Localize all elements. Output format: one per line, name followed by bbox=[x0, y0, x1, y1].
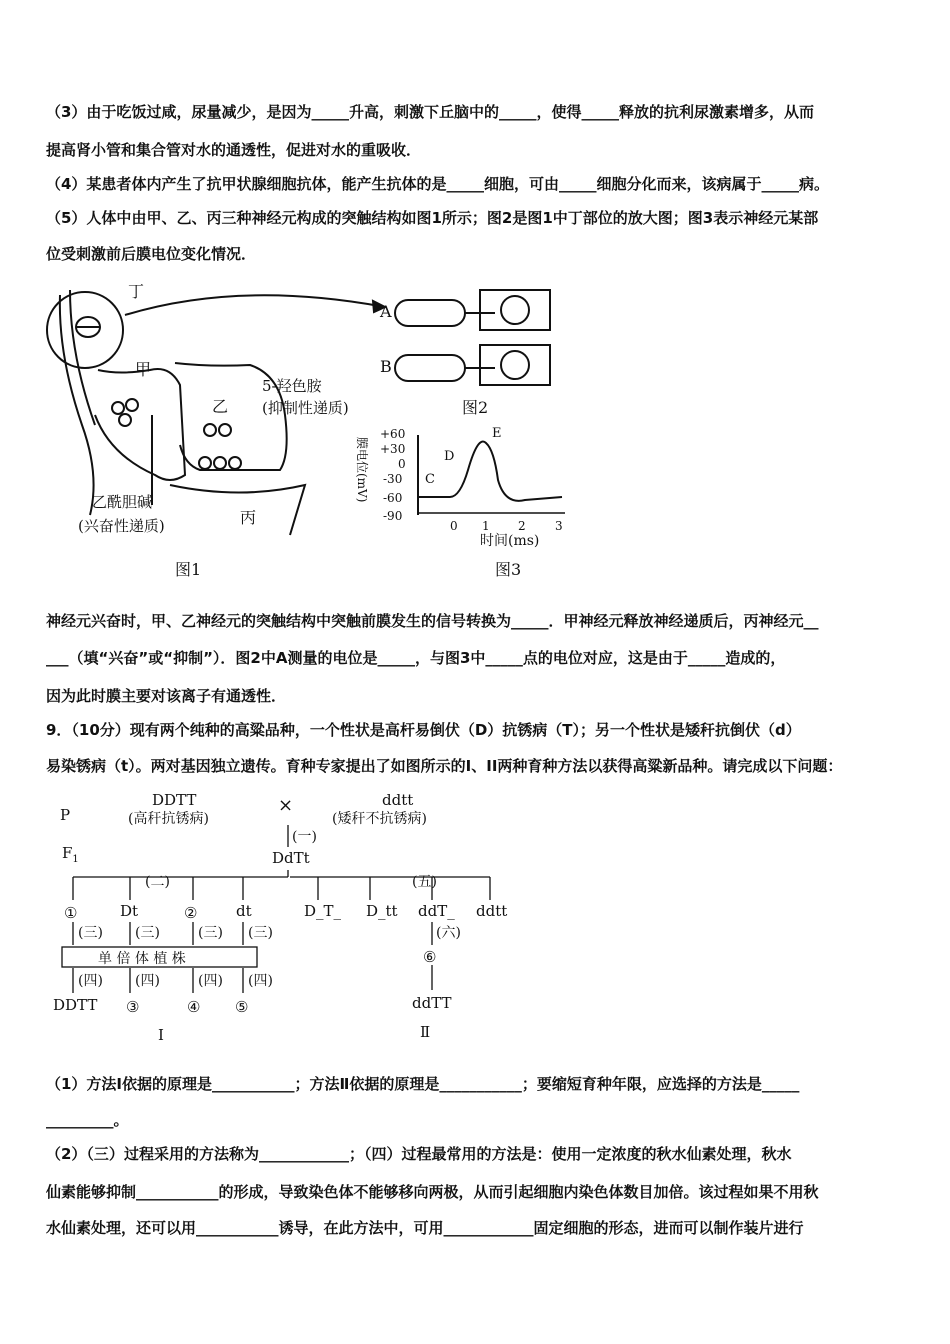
haploid-plants: 单 倍 体 植 株 bbox=[98, 951, 186, 967]
caption-fig2: 图2 bbox=[462, 398, 489, 417]
result-3: ③ bbox=[126, 998, 140, 1016]
q8-after-line1: 神经元兴奋时，甲、乙神经元的突触结构中突触前膜发生的信号转换为_____．甲神经元释放神经递质后，丙神经元__ bbox=[46, 612, 819, 630]
step-4: (四) bbox=[78, 973, 103, 989]
result-5: ⑤ bbox=[235, 998, 249, 1016]
step-3: (三) bbox=[135, 925, 160, 941]
q9-intro-line1: 9．（10分）现有两个纯种的高粱品种，一个性状是高杆易倒伏（D）抗锈病（T）；另一个性状是矮秆抗倒伏（d） bbox=[46, 721, 801, 739]
y-tick: -30 bbox=[383, 472, 403, 486]
label-bing: 丙 bbox=[240, 508, 257, 527]
label-F1: $F_1$ bbox=[62, 844, 79, 865]
result-4: ④ bbox=[187, 998, 201, 1016]
label-ach: 乙酰胆碱 bbox=[92, 493, 153, 511]
x-tick: 3 bbox=[555, 519, 563, 533]
circle-6: ⑥ bbox=[423, 948, 437, 966]
x-tick: 0 bbox=[450, 519, 458, 533]
step-5: (五) bbox=[412, 874, 437, 890]
step-4: (四) bbox=[135, 973, 160, 989]
gamete-2: ② bbox=[184, 904, 198, 922]
y-tick: 0 bbox=[398, 457, 406, 471]
q9-q1-line1: （1）方法Ⅰ依据的原理是___________；方法Ⅱ依据的原理是___________；要缩短育种年限，应选择的方法是_____ bbox=[46, 1075, 800, 1093]
q8-p4-line: （4）某患者体内产生了抗甲状腺细胞抗体，能产生抗体的是_____细胞，可由_____细胞分化而来，该病属于_____病。 bbox=[46, 175, 829, 193]
point-E: E bbox=[492, 426, 502, 441]
step-3: (三) bbox=[248, 925, 273, 941]
q9-q2-line3: 水仙素处理，还可以用___________诱导，在此方法中，可用____________固定细胞的形态，进而可以制作装片进行 bbox=[46, 1219, 804, 1237]
step-2: (二) bbox=[145, 874, 170, 890]
method-II: Ⅱ bbox=[420, 1023, 431, 1041]
q8-p3-line1: （3）由于吃饭过咸，尿量减少，是因为_____升高，刺激下丘脑中的_____，使得_____释放的抗利尿激素增多，从而 bbox=[46, 103, 814, 121]
parent2-desc: (矮秆不抗锈病) bbox=[332, 811, 427, 827]
final-ddTT: ddTT bbox=[412, 994, 452, 1012]
q9-intro-line2: 易染锈病（t）。两对基因独立遗传。育种专家提出了如图所示的I、II两种育种方法以获得高粱新品种。请完成以下问题： bbox=[46, 757, 843, 775]
point-C: C bbox=[425, 472, 435, 487]
breeding-diagram bbox=[50, 785, 530, 1055]
f2-ddtt: ddtt bbox=[476, 902, 508, 920]
label-yi: 乙 bbox=[212, 397, 229, 416]
y-tick: +30 bbox=[380, 442, 406, 456]
caption-fig1: 图1 bbox=[175, 560, 202, 579]
parent1-desc: (高秆抗锈病) bbox=[128, 811, 209, 827]
label-P: P bbox=[60, 806, 71, 824]
q8-after-line3: 因为此时膜主要对该离子有通透性． bbox=[46, 687, 287, 705]
step-4: (四) bbox=[248, 973, 273, 989]
label-jia: 甲 bbox=[135, 360, 152, 379]
y-tick: +60 bbox=[380, 427, 406, 441]
point-D: D bbox=[444, 449, 455, 464]
result-DDTT: DDTT bbox=[53, 996, 98, 1014]
label-5ht-sub: (抑制性递质) bbox=[262, 399, 349, 417]
step-3: (三) bbox=[78, 925, 103, 941]
label-ding: 丁 bbox=[128, 282, 145, 301]
f2-Dtt: D_tt bbox=[366, 902, 398, 920]
f2-DT: D_T_ bbox=[304, 902, 342, 920]
label-5ht: 5-羟色胺 bbox=[262, 377, 322, 395]
parent1-genotype: DDTT bbox=[152, 791, 197, 809]
x-tick: 2 bbox=[518, 519, 526, 533]
q9-q1-line2: _________。 bbox=[46, 1111, 129, 1129]
step-6: (六) bbox=[436, 925, 461, 941]
label-A: A bbox=[380, 302, 392, 321]
q9-q2-line2: 仙素能够抑制___________的形成，导致染色体不能够移向两极，从而引起细胞内染色体数目加倍。该过程如果不用秋 bbox=[46, 1183, 819, 1201]
x-tick: 1 bbox=[482, 519, 490, 533]
method-I: I bbox=[158, 1026, 164, 1044]
gamete-1: ① bbox=[64, 904, 78, 922]
f2-ddT: ddT_ bbox=[418, 902, 455, 920]
neuron-figure bbox=[40, 275, 580, 590]
step-1: (一) bbox=[292, 829, 317, 845]
step-4: (四) bbox=[198, 973, 223, 989]
label-ach-sub: (兴奋性递质) bbox=[78, 517, 165, 535]
y-tick: -60 bbox=[383, 491, 403, 505]
f1-genotype: DdTt bbox=[272, 849, 310, 867]
q8-p5-line2: 位受刺激前后膜电位变化情况． bbox=[46, 245, 257, 263]
cross-symbol: × bbox=[278, 795, 294, 816]
y-tick: -90 bbox=[383, 509, 403, 523]
gamete-Dt: Dt bbox=[120, 902, 139, 920]
gamete-dt: dt bbox=[236, 902, 252, 920]
y-axis-label: 膜电位(mV) bbox=[355, 437, 369, 503]
caption-fig3: 图3 bbox=[495, 560, 522, 579]
parent2-genotype: ddtt bbox=[382, 791, 414, 809]
step-3: (三) bbox=[198, 925, 223, 941]
q8-p5-line1: （5）人体中由甲、乙、丙三种神经元构成的突触结构如图1所示；图2是图1中丁部位的放大图；图3表示神经元某部 bbox=[46, 209, 819, 227]
q8-after-line2: ___（填“兴奋”或“抑制”）．图2中A测量的电位是_____，与图3中_____点的电位对应，这是由于_____造成的， bbox=[46, 649, 786, 667]
label-B: B bbox=[380, 357, 392, 376]
q8-p3-line2: 提高肾小管和集合管对水的通透性，促进对水的重吸收． bbox=[46, 141, 422, 159]
x-axis-label: 时间(ms) bbox=[480, 533, 540, 549]
q9-q2-line1: （2）（三）过程采用的方法称为____________；（四）过程最常用的方法是：使用一定浓度的秋水仙素处理，秋水 bbox=[46, 1145, 792, 1163]
